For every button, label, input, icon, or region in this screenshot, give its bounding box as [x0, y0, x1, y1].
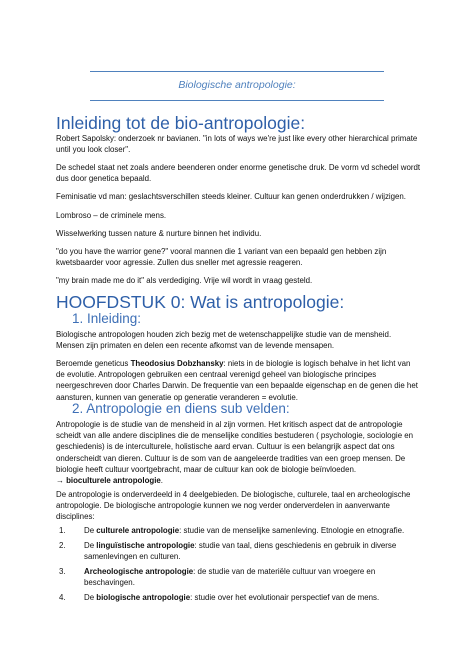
subfields-list: [56, 525, 421, 606]
section1-para-5: Wisselwerking tussen nature & nurture binnen het individu.: [56, 229, 262, 238]
top-rule: [90, 71, 384, 72]
list-item: 1. De culturele antropologie: studie van de menselijke samenleving. Etnologie en etnografie.: [59, 526, 405, 535]
document-subtitle: Biologische antropologie:: [178, 79, 296, 91]
list-item: 2. De linguïstische antropologie: studie van taal, diens geschiedenis en gebruik in diverse samenlevingen en culturen.: [59, 540, 397, 561]
section1-para-3: Feminisatie vd man: geslachtsverschillen steeds kleiner. Cultuur kan genen onderdrukken / wijzigen.: [56, 192, 407, 201]
section1-heading: Inleiding tot de bio-antropologie:: [56, 113, 306, 133]
section1-para-1: Robert Sapolsky: onderzoek nr bavianen. "in lots of ways we're just like every other hierarchical primate until you look closer".: [56, 134, 418, 155]
bottom-rule: [90, 100, 384, 101]
section1-para-7: "my brain made me do it" als verdediging. Vrije wil wordt in vraag gesteld.: [56, 276, 313, 285]
section1-para-4: Lombroso – de criminele mens.: [56, 211, 167, 220]
subsection-1-heading: 1. Inleiding:: [72, 311, 142, 326]
subsection-1-para-1: Biologische antropologen houden zich bezig met de wetenschappelijke studie van de mensheid. Mensen zijn primaten en delen een recente afkomst van de levende mensapen.: [56, 330, 392, 351]
chapter-heading: HOOFDSTUK 0: Wat is antropologie:: [56, 292, 345, 312]
dobzhansky-name: Theodosius Dobzhansky: [130, 359, 224, 368]
subsection-2-para-1: Antropologie is de studie van de mensheid in al zijn vormen. Het kritisch aspect dat de antropologie scheidt van alle andere disciplines die de menselijke condities bestuderen ( psychologie, sociologie en geschiedenis) is de interculturele, holistische aard ervan. Cultuur is een belangrijk aspect dat ons onderscheidt van dieren. Cultuur is de som van de aangeleerde tradities van een groep mensen. De biologie heeft cultuur voortgebracht, maar de cultuur kan ook de biologie beïnvloeden. → bioculturele antropologie.: [56, 420, 414, 486]
section1-para-6: "do you have the warrior gene?" vooral mannen die 1 variant van een bepaald gen hebben zijn kwetsbaarder voor agressie. Zullen dus sneller met agressie reageren.: [56, 247, 387, 268]
list-item: 3. Archeologische antropologie: de studie van de materiële cultuur van vroegere en beschavingen.: [59, 566, 376, 587]
subsection-1-para-2: Beroemde geneticus Theodosius Dobzhansky: niets in de biologie is logisch behalve in het licht van de evolutie. Antropologen gebruiken een centraal verenigd geheel van biologische principes neergeschreven door Charles Darwin. De frequentie van een bepaalde eigenschap en de genen die het aansturen, kunnen van generatie op generatie veranderen = evolutie.: [56, 359, 418, 402]
subsection-2-heading: 2. Antropologie en diens sub velden:: [72, 401, 290, 416]
section1-para-2: De schedel staat net zoals andere beenderen onder enorme genetische druk. De vorm vd schedel wordt dus door genetica bepaald.: [56, 163, 421, 184]
subsection-2-para-2: De antropologie is onderverdeeld in 4 deelgebieden. De biologische, culturele, taal en archeologische antropologie. De biologische antropologie kunnen we nog verder onderverdelen in aanverwante disciplines:: [56, 490, 411, 522]
bioculturele-term: bioculturele antropologie: [66, 476, 161, 486]
arrow-icon: →: [56, 476, 64, 486]
list-item: 4. De biologische antropologie: studie over het evolutionair perspectief van de mens.: [59, 592, 380, 602]
